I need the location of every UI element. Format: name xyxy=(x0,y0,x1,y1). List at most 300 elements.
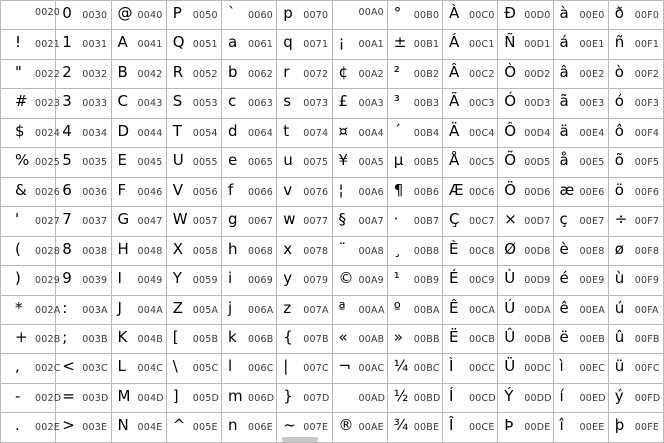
character-codepoint: 00E4 xyxy=(579,127,605,139)
character-cell-content xyxy=(443,384,497,412)
character-cell[interactable] xyxy=(1,383,62,412)
character-cell[interactable] xyxy=(443,89,498,118)
character-cell-content xyxy=(498,119,552,147)
character-cell[interactable] xyxy=(166,118,221,147)
character-cell[interactable] xyxy=(498,236,553,265)
character-glyph: æ xyxy=(559,180,575,199)
character-cell[interactable] xyxy=(332,295,387,324)
character-cell[interactable] xyxy=(1,413,60,443)
character-cell[interactable] xyxy=(332,59,387,88)
character-glyph: k xyxy=(228,327,237,346)
character-codepoint: 00C2 xyxy=(469,68,495,80)
character-cell[interactable] xyxy=(387,30,442,59)
character-glyph: á xyxy=(559,33,569,52)
character-cell[interactable] xyxy=(553,89,608,118)
character-cell[interactable] xyxy=(56,207,111,236)
character-cell[interactable] xyxy=(277,89,332,118)
character-cell[interactable] xyxy=(111,177,166,206)
character-codepoint: 003A xyxy=(82,304,108,316)
character-cell[interactable] xyxy=(553,354,608,383)
character-cell-content xyxy=(443,60,497,88)
character-codepoint: 00D5 xyxy=(524,157,551,169)
character-cell[interactable] xyxy=(1,295,61,324)
character-cell[interactable] xyxy=(553,266,608,295)
character-cell-content xyxy=(112,354,166,382)
character-glyph: j xyxy=(228,298,233,317)
character-cell[interactable] xyxy=(332,89,387,118)
character-cell[interactable] xyxy=(608,59,663,88)
character-cell[interactable] xyxy=(277,266,332,295)
character-cell[interactable] xyxy=(332,118,387,147)
character-glyph: ¾ xyxy=(393,416,409,435)
character-cell-content xyxy=(498,266,552,294)
character-cell[interactable] xyxy=(111,383,166,412)
character-cell[interactable] xyxy=(332,207,387,236)
character-codepoint: 002A xyxy=(35,304,61,316)
character-cell-content xyxy=(56,413,110,442)
character-codepoint: 002E xyxy=(35,422,60,434)
character-cell[interactable] xyxy=(443,148,498,177)
character-cell[interactable] xyxy=(277,324,332,353)
character-cell[interactable] xyxy=(608,148,663,177)
character-glyph: ( xyxy=(15,239,21,258)
character-cell-content xyxy=(277,266,331,294)
character-cell[interactable] xyxy=(222,1,277,30)
character-cell[interactable] xyxy=(332,266,387,295)
character-cell[interactable] xyxy=(443,59,498,88)
character-cell[interactable] xyxy=(166,148,221,177)
character-cell[interactable] xyxy=(608,324,663,353)
character-codepoint: 0055 xyxy=(192,157,218,169)
character-cell[interactable] xyxy=(387,295,442,324)
character-cell[interactable] xyxy=(553,295,608,324)
character-codepoint: 0053 xyxy=(192,98,218,110)
character-cell-content xyxy=(609,325,663,353)
character-codepoint: 00FA xyxy=(634,304,659,316)
character-glyph: 7 xyxy=(62,210,72,229)
character-cell-content xyxy=(167,148,221,176)
character-codepoint: 00AE xyxy=(358,422,384,434)
character-cell[interactable] xyxy=(222,413,277,443)
character-codepoint: 00F6 xyxy=(634,186,660,198)
character-cell[interactable] xyxy=(387,59,442,88)
character-cell[interactable] xyxy=(498,89,553,118)
character-cell[interactable] xyxy=(553,236,608,265)
character-codepoint: 0059 xyxy=(192,275,218,287)
character-cell[interactable] xyxy=(222,89,277,118)
character-codepoint: 007B xyxy=(303,333,329,345)
character-cell[interactable] xyxy=(56,118,111,147)
character-cell[interactable] xyxy=(56,89,111,118)
character-cell[interactable] xyxy=(332,324,387,353)
character-cell[interactable] xyxy=(166,236,221,265)
character-cell[interactable] xyxy=(1,118,60,147)
character-cell[interactable] xyxy=(277,59,332,88)
character-cell[interactable] xyxy=(111,354,166,383)
character-cell[interactable] xyxy=(56,354,111,383)
character-cell[interactable] xyxy=(111,118,166,147)
character-glyph: ' xyxy=(15,210,20,229)
character-glyph: M xyxy=(117,386,131,405)
character-cell[interactable] xyxy=(1,354,61,383)
character-cell-content xyxy=(1,266,60,294)
character-cell[interactable] xyxy=(1,89,60,118)
character-cell[interactable] xyxy=(387,266,442,295)
character-cell[interactable] xyxy=(498,207,553,236)
character-cell[interactable] xyxy=(443,413,498,443)
character-cell[interactable] xyxy=(166,30,221,59)
character-codepoint: 00B4 xyxy=(413,127,440,139)
character-cell-content xyxy=(112,384,166,412)
character-cell[interactable] xyxy=(277,295,332,324)
character-codepoint: 00A0 xyxy=(358,7,384,18)
character-cell[interactable] xyxy=(56,177,111,206)
character-glyph: K xyxy=(117,327,128,346)
character-glyph: ã xyxy=(559,92,569,111)
character-cell[interactable] xyxy=(498,1,553,30)
character-cell[interactable] xyxy=(1,207,60,236)
character-cell[interactable] xyxy=(111,266,166,295)
character-cell[interactable] xyxy=(111,236,166,265)
character-cell[interactable] xyxy=(443,236,498,265)
character-glyph: q xyxy=(283,33,293,52)
character-cell[interactable] xyxy=(277,118,332,147)
character-cell[interactable] xyxy=(332,383,387,412)
character-cell[interactable] xyxy=(332,177,387,206)
character-cell[interactable] xyxy=(1,148,60,177)
character-cell[interactable] xyxy=(277,207,332,236)
character-cell[interactable] xyxy=(608,177,663,206)
character-cell[interactable] xyxy=(332,236,387,265)
character-cell[interactable] xyxy=(553,413,608,443)
character-glyph: Ó xyxy=(504,92,517,111)
character-cell[interactable] xyxy=(608,118,663,147)
character-cell[interactable] xyxy=(277,383,332,412)
character-cell[interactable] xyxy=(56,148,111,177)
character-cell-content xyxy=(388,60,442,88)
character-cell[interactable] xyxy=(332,30,387,59)
character-cell[interactable] xyxy=(166,207,221,236)
character-cell[interactable] xyxy=(56,295,111,324)
character-cell-content xyxy=(554,296,608,324)
character-cell-content xyxy=(222,119,276,147)
character-cell[interactable] xyxy=(608,30,663,59)
character-cell[interactable] xyxy=(387,118,442,147)
character-codepoint: 0051 xyxy=(192,39,218,51)
character-codepoint: 0072 xyxy=(303,68,329,80)
character-cell[interactable] xyxy=(1,59,60,88)
character-cell[interactable] xyxy=(498,383,553,412)
character-cell[interactable] xyxy=(56,236,111,265)
character-cell[interactable] xyxy=(498,295,553,324)
character-cell[interactable] xyxy=(1,177,60,206)
character-cell[interactable] xyxy=(166,266,221,295)
character-cell-content xyxy=(388,413,442,442)
character-cell-content xyxy=(56,89,110,117)
character-cell[interactable] xyxy=(608,266,663,295)
character-cell[interactable] xyxy=(387,1,442,30)
character-cell[interactable] xyxy=(222,236,277,265)
character-cell-content xyxy=(56,178,110,206)
character-cell-content xyxy=(167,413,221,442)
character-cell[interactable] xyxy=(1,266,60,295)
character-cell[interactable] xyxy=(387,383,442,412)
character-cell[interactable] xyxy=(443,266,498,295)
character-glyph: " xyxy=(15,62,22,81)
character-cell[interactable] xyxy=(1,30,60,59)
character-cell[interactable] xyxy=(553,59,608,88)
character-glyph: ë xyxy=(559,327,569,346)
character-cell[interactable] xyxy=(608,295,663,324)
character-cell-content xyxy=(388,207,442,235)
character-cell[interactable] xyxy=(56,59,111,88)
character-cell[interactable] xyxy=(222,324,277,353)
character-codepoint: 00FD xyxy=(634,392,661,404)
character-cell[interactable] xyxy=(111,295,166,324)
character-cell[interactable] xyxy=(222,207,277,236)
character-cell[interactable] xyxy=(56,324,111,353)
character-cell[interactable] xyxy=(553,324,608,353)
character-glyph: 6 xyxy=(62,180,72,199)
character-cell[interactable] xyxy=(498,324,553,353)
character-cell-content xyxy=(333,60,387,88)
character-cell-content xyxy=(167,296,221,324)
character-cell[interactable] xyxy=(387,148,442,177)
character-codepoint: 0031 xyxy=(82,39,108,51)
character-codepoint: 00AD xyxy=(358,392,386,404)
character-glyph: z xyxy=(283,298,292,317)
character-glyph: ^ xyxy=(172,416,186,435)
character-cell-content xyxy=(112,266,166,294)
character-cell-content xyxy=(277,60,331,88)
character-cell[interactable] xyxy=(608,354,663,383)
character-cell[interactable] xyxy=(608,236,663,265)
character-cell[interactable] xyxy=(1,1,60,30)
character-cell[interactable] xyxy=(277,177,332,206)
character-cell-content xyxy=(443,237,497,265)
character-cell[interactable] xyxy=(553,148,608,177)
character-cell[interactable] xyxy=(498,354,553,383)
character-cell[interactable] xyxy=(277,148,332,177)
character-cell[interactable] xyxy=(166,177,221,206)
character-glyph: m xyxy=(228,386,243,405)
character-cell[interactable] xyxy=(332,148,387,177)
character-cell[interactable] xyxy=(222,59,277,88)
character-codepoint: 00CE xyxy=(469,422,495,434)
character-cell[interactable] xyxy=(443,177,498,206)
character-glyph: ð xyxy=(614,4,624,22)
character-glyph: u xyxy=(283,151,293,170)
character-cell-content xyxy=(609,1,663,29)
character-cell-content xyxy=(277,178,331,206)
character-glyph: 9 xyxy=(62,269,72,288)
character-cell[interactable] xyxy=(443,354,498,383)
character-codepoint: 00A1 xyxy=(358,39,384,51)
character-cell[interactable] xyxy=(608,89,663,118)
character-codepoint: 0037 xyxy=(82,216,108,228)
character-cell[interactable] xyxy=(387,177,442,206)
character-cell[interactable] xyxy=(166,324,221,353)
character-cell[interactable] xyxy=(277,236,332,265)
character-cell[interactable] xyxy=(332,413,387,443)
character-cell[interactable] xyxy=(553,30,608,59)
character-cell[interactable] xyxy=(553,118,608,147)
character-cell[interactable] xyxy=(498,148,553,177)
character-cell[interactable] xyxy=(222,30,277,59)
character-cell[interactable] xyxy=(111,89,166,118)
character-cell[interactable] xyxy=(56,266,111,295)
character-cell-content xyxy=(388,354,442,382)
character-cell[interactable] xyxy=(111,207,166,236)
character-cell[interactable] xyxy=(387,207,442,236)
character-glyph: í xyxy=(559,386,564,405)
character-glyph: é xyxy=(559,269,569,288)
character-cell-content xyxy=(443,178,497,206)
character-cell-content xyxy=(56,384,110,412)
character-cell[interactable] xyxy=(443,1,498,30)
character-cell[interactable] xyxy=(608,413,663,443)
character-cell-content xyxy=(443,119,497,147)
character-row xyxy=(1,324,664,353)
character-cell-content xyxy=(498,178,552,206)
character-cell[interactable] xyxy=(166,413,221,443)
character-codepoint: 00A5 xyxy=(358,157,384,169)
character-cell[interactable] xyxy=(1,236,60,265)
character-cell[interactable] xyxy=(56,1,111,30)
character-cell[interactable] xyxy=(387,236,442,265)
character-row xyxy=(1,236,664,265)
character-cell[interactable] xyxy=(553,1,608,30)
character-cell[interactable] xyxy=(498,177,553,206)
character-cell-content xyxy=(333,266,387,294)
character-glyph: ± xyxy=(393,33,407,52)
character-codepoint: 0022 xyxy=(35,68,60,80)
character-cell[interactable] xyxy=(111,30,166,59)
character-cell[interactable] xyxy=(56,30,111,59)
character-cell-content xyxy=(222,413,276,442)
character-glyph: [ xyxy=(172,327,179,346)
character-codepoint: 0033 xyxy=(82,98,108,110)
character-cell[interactable] xyxy=(332,354,387,383)
character-cell[interactable] xyxy=(222,148,277,177)
character-cell-content xyxy=(167,266,221,294)
character-glyph: ~ xyxy=(283,416,296,435)
character-cell[interactable] xyxy=(608,1,663,30)
character-cell[interactable] xyxy=(498,30,553,59)
character-glyph: B xyxy=(117,62,128,81)
character-cell[interactable] xyxy=(56,383,111,412)
character-cell-content xyxy=(167,89,221,117)
character-cell[interactable] xyxy=(222,266,277,295)
character-cell[interactable] xyxy=(166,89,221,118)
character-cell[interactable] xyxy=(277,1,332,30)
character-cell[interactable] xyxy=(222,383,277,412)
character-codepoint: 0056 xyxy=(192,186,218,198)
character-cell[interactable] xyxy=(111,148,166,177)
character-cell-content xyxy=(388,30,442,58)
character-cell[interactable] xyxy=(498,413,553,443)
character-cell[interactable] xyxy=(277,30,332,59)
character-cell[interactable] xyxy=(608,383,663,412)
character-cell[interactable] xyxy=(56,413,111,443)
character-codepoint: 0038 xyxy=(82,245,108,257)
character-codepoint: 00CA xyxy=(469,304,496,316)
character-cell[interactable] xyxy=(166,383,221,412)
character-cell[interactable] xyxy=(443,207,498,236)
character-glyph: y xyxy=(283,269,293,288)
character-cell[interactable] xyxy=(166,295,221,324)
character-cell[interactable] xyxy=(222,295,277,324)
character-cell[interactable] xyxy=(111,413,166,443)
character-glyph: & xyxy=(15,180,27,199)
character-cell[interactable] xyxy=(111,1,166,30)
character-cell[interactable] xyxy=(443,118,498,147)
character-cell[interactable] xyxy=(387,413,442,443)
character-cell[interactable] xyxy=(1,324,61,353)
character-cell[interactable] xyxy=(222,118,277,147)
character-cell[interactable] xyxy=(166,59,221,88)
character-cell[interactable] xyxy=(387,354,442,383)
character-codepoint: 006A xyxy=(248,304,274,316)
character-cell[interactable] xyxy=(277,354,332,383)
character-codepoint: 00DB xyxy=(524,333,551,345)
character-glyph: d xyxy=(228,121,238,140)
character-cell[interactable] xyxy=(443,383,498,412)
character-codepoint: 00D3 xyxy=(524,98,551,110)
character-cell[interactable] xyxy=(166,1,221,30)
character-cell[interactable] xyxy=(387,89,442,118)
character-codepoint: 0026 xyxy=(35,186,60,198)
character-cell[interactable] xyxy=(498,118,553,147)
character-cell[interactable] xyxy=(111,324,166,353)
character-cell[interactable] xyxy=(553,383,608,412)
character-cell[interactable] xyxy=(498,266,553,295)
character-cell[interactable] xyxy=(608,207,663,236)
character-cell-content xyxy=(112,30,166,58)
character-codepoint: 0044 xyxy=(137,127,163,139)
character-glyph: i xyxy=(228,269,233,288)
character-codepoint: 00E3 xyxy=(579,98,605,110)
character-glyph: « xyxy=(338,327,348,346)
character-cell-content xyxy=(554,384,608,412)
character-cell[interactable] xyxy=(222,354,277,383)
character-codepoint: 00BD xyxy=(413,392,441,404)
character-cell-content xyxy=(222,325,276,353)
character-cell[interactable] xyxy=(332,1,387,30)
character-cell[interactable] xyxy=(443,295,498,324)
character-codepoint: 00CD xyxy=(469,392,496,404)
character-cell[interactable] xyxy=(498,59,553,88)
horizontal-scrollbar-thumb[interactable] xyxy=(282,437,318,442)
character-cell[interactable] xyxy=(222,177,277,206)
character-cell[interactable] xyxy=(443,30,498,59)
character-cell[interactable] xyxy=(553,207,608,236)
character-codepoint: 0048 xyxy=(137,245,163,257)
character-codepoint: 0076 xyxy=(303,186,329,198)
character-codepoint: 00DE xyxy=(524,422,551,434)
character-cell[interactable] xyxy=(553,177,608,206)
character-glyph: Ç xyxy=(449,210,460,229)
character-cell-content xyxy=(1,384,62,412)
character-cell[interactable] xyxy=(443,324,498,353)
character-cell[interactable] xyxy=(387,324,442,353)
character-cell[interactable] xyxy=(111,59,166,88)
character-cell-content xyxy=(609,296,663,324)
character-codepoint: 0062 xyxy=(248,68,273,80)
character-cell-content xyxy=(609,148,663,176)
character-cell[interactable] xyxy=(166,354,221,383)
character-glyph: Î xyxy=(449,416,454,435)
